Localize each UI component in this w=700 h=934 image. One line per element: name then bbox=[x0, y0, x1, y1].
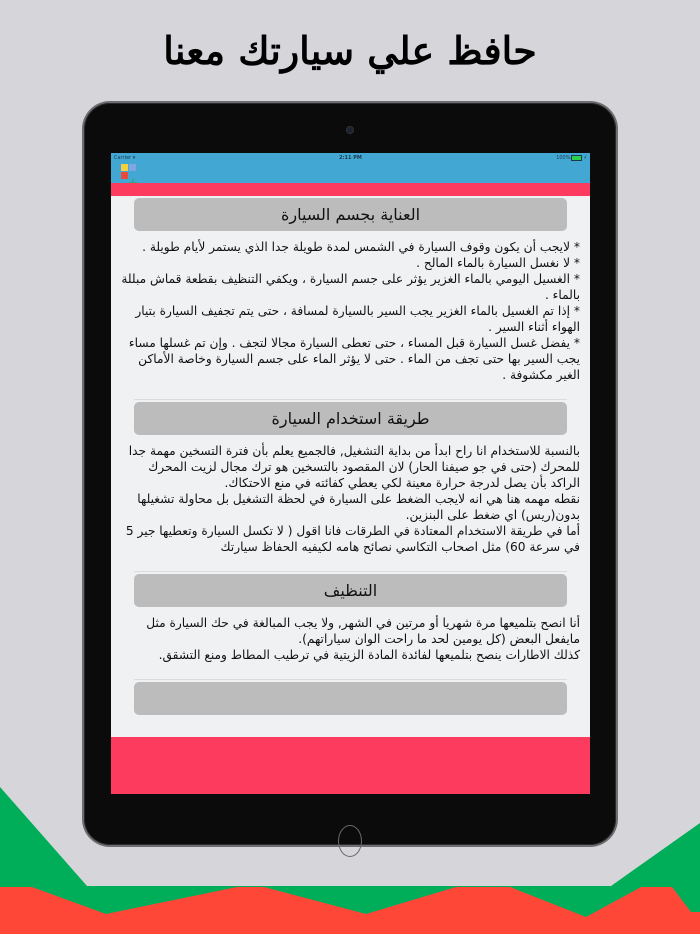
app-screen bbox=[111, 153, 590, 794]
section-header[interactable]: طريقة استخدام السيارة bbox=[134, 402, 567, 435]
wifi-icon: ▾ bbox=[132, 155, 136, 161]
section-divider bbox=[134, 571, 567, 572]
battery-indicator bbox=[556, 155, 587, 161]
section-cleaning bbox=[111, 574, 590, 680]
section-partial bbox=[111, 682, 590, 715]
paragraph: نقطه مهمه هنا هي انه لايجب الضغط على السيارة في لحظة التشغيل بل محاولة تشغيلها بدون(ريس) اي ضغط على البنزين. bbox=[137, 492, 580, 522]
page-headline: حافظ علي سيارتك معنا bbox=[163, 28, 537, 73]
paragraph: * يفضل غسل السيارة قبل المساء ، حتى تعطى السيارة مجالا لتجف . وإن تم غسلها مساء يجب السير بها حتى تجف من الماء . حتى لا يؤثر الماء على جسم السيارة وخاصة الأماكن الغير مكشوفة . bbox=[128, 336, 580, 382]
paragraph: * لا نغسل السيارة بالماء المالح . bbox=[416, 256, 580, 270]
status-bar bbox=[111, 153, 590, 183]
paragraph: أما في طريقة الاستخدام المعتادة في الطرقات فانا اقول ( لا تكسل السيارة وتعطيها جير 5 في سرعة 60) مثل اصحاب التكاسي نصائح هامه لكيفيه الحفاظ سيارتك bbox=[125, 524, 580, 554]
tablet-device-frame bbox=[84, 103, 616, 845]
logo-square-yellow bbox=[121, 164, 128, 171]
section-divider bbox=[134, 399, 567, 400]
paragraph: بالنسبة للاستخدام انا راح ابدأ من بداية التشغيل, فالجميع يعلم بأن فترة التسخين مهمة جدا للمحرك (حتى في جو صيفنا الحار) لان المقصود بالتسخين هو ترك مجال لزيت المحرك الراكد بأن يصل لدرجة حرارة معينة لكي يعطي كفائته في منع الاحتكاك. bbox=[128, 444, 580, 490]
logo-square-blue bbox=[129, 164, 136, 171]
paragraph: * لايجب أن يكون وقوف السيارة في الشمس لمدة طويلة جدا الذي يستمر لأيام طويلة . bbox=[142, 240, 580, 254]
app-logo-icon[interactable] bbox=[121, 164, 139, 182]
section-car-usage bbox=[111, 402, 590, 572]
paragraph: * إذا تم الغسيل بالماء الغزير يجب السير بالسيارة لمسافة ، حتى يتم تجفيف السيارة بتيار الهواء أثناء السير . bbox=[135, 304, 580, 334]
paragraph: كذلك الاطارات ينصح بتلميعها لفائدة المادة الزيتية في ترطيب المطاط ومنع التشقق. bbox=[158, 648, 580, 662]
camera-icon bbox=[347, 127, 353, 133]
section-body bbox=[117, 435, 580, 555]
article-scroll-view[interactable] bbox=[111, 196, 590, 737]
section-header[interactable] bbox=[134, 682, 567, 715]
bottom-banner-bar bbox=[111, 737, 590, 794]
logo-plus-icon bbox=[129, 172, 136, 179]
home-button[interactable] bbox=[338, 825, 362, 857]
battery-percent: 100% bbox=[556, 155, 571, 161]
paragraph: * الغسيل اليومي بالماء الغزير يؤثر على جسم السيارة ، ويكفي التنظيف بقطعة قماش مبللة بالماء . bbox=[121, 272, 580, 302]
charging-icon: ⚡ bbox=[583, 155, 587, 161]
section-body bbox=[117, 607, 580, 663]
logo-square-red bbox=[121, 172, 128, 179]
battery-icon bbox=[571, 155, 582, 161]
status-time: 2:11 PM bbox=[339, 155, 362, 161]
carrier-text: Carrier bbox=[114, 155, 132, 161]
nav-accent-strip bbox=[111, 183, 590, 196]
section-body bbox=[117, 231, 580, 383]
section-divider bbox=[134, 679, 567, 680]
section-header[interactable]: العناية بجسم السيارة bbox=[134, 198, 567, 231]
section-header[interactable]: التنظيف bbox=[134, 574, 567, 607]
section-car-body-care bbox=[111, 198, 590, 400]
paragraph: أنا انصح بتلميعها مرة شهريا أو مرتين في الشهر, ولا يجب المبالغة في حك السيارة مثل مايفعل البعض (كل يومين لحد ما راحت الوان سياراتهم). bbox=[146, 616, 580, 646]
